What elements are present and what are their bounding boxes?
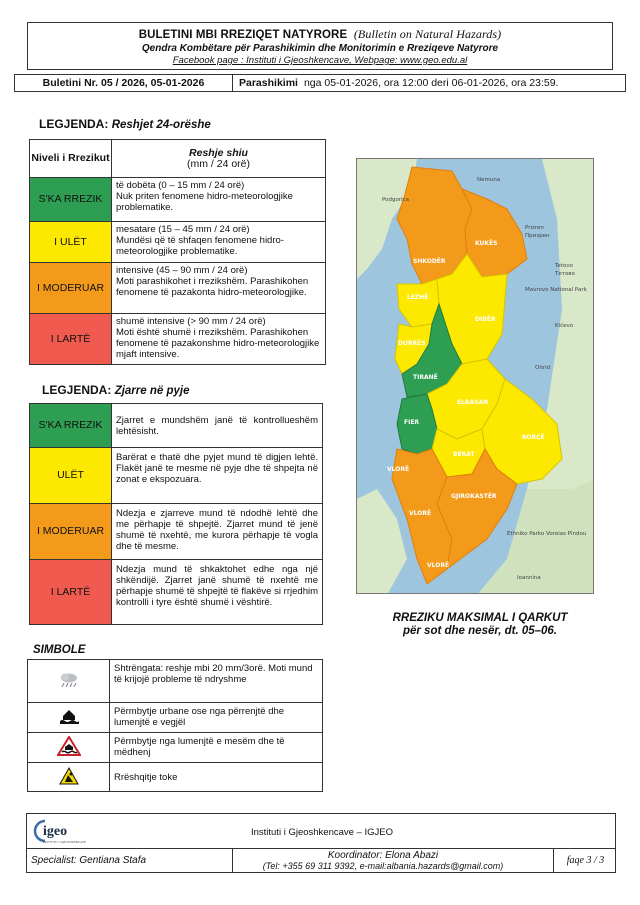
place-ohrid: Ohrid — [535, 365, 551, 371]
specialist-name: Specialist: Gentiana Stafa — [31, 855, 147, 866]
symbols-table — [27, 659, 323, 792]
label-elbasan: ELBASAN — [457, 399, 489, 406]
urban-flood-icon — [28, 703, 110, 733]
label-diber: DIBËR — [475, 316, 496, 323]
bulletin-info-bar — [14, 74, 626, 92]
rain-desc-high: shumë intensive (> 90 mm / 24 orë) Moti është shumë i rrezikshëm. Parashikohen fenomene të pazakonshme hidro-meteorologjike mjaft intensive. — [112, 314, 326, 365]
footer-bottom — [26, 849, 616, 873]
page-number: faqe 3 / 3 — [566, 855, 605, 866]
website-link[interactable]: www.geo.edu.al — [400, 55, 468, 66]
fire-desc-low: Barërat e thatë dhe pyjet mund të digjen lehtë. Flakët janë te mesme në pyje dhe të shpejta në zonat e ekspozuara. — [112, 448, 323, 504]
logo-subtext: INSTITUTI I GJEOSHKENCAVE — [43, 840, 86, 844]
landslide-icon — [28, 763, 110, 792]
fire-desc-high: Ndezja mund të shkaktohet edhe nga një shkëndijë. Zjarret janë shumë të nxehtë me përhapje shumë të shpejtë të flakëve si rrjedhim kontrolli i tyre është shumë i vështirë. — [112, 560, 323, 625]
label-durres: DURRËS — [398, 340, 426, 347]
fire-level-none: S'KA RREZIK — [30, 404, 112, 448]
level-cell-none: S'KA RREZIK — [30, 178, 112, 222]
fire-level-high: I LARTË — [30, 560, 112, 625]
river-flood-desc: Përmbytje nga lumenjtë e mesëm dhe të mëdhenj — [110, 733, 323, 763]
place-prizren-cyr: Призрен — [525, 233, 550, 239]
rain-desc-none: të dobëta (0 – 15 mm / 24 orë) Nuk priten fenomene hidro-meteorologjike problematike. — [112, 178, 326, 222]
label-kukes: KUKËS — [475, 240, 498, 247]
organization-name: Qendra Kombëtare për Parashikimin dhe Monitorimin e Rreziqeve Natyrore — [141, 43, 499, 54]
label-gjirokaster: GJIROKASTËR — [451, 493, 497, 500]
storm-icon — [28, 660, 110, 703]
label-korce: KORÇË — [522, 434, 545, 441]
landslide-desc: Rrëshqitje toke — [110, 763, 323, 792]
symbols-title: SIMBOLE — [33, 644, 86, 656]
bulletin-number: Buletini Nr. 05 / 2026, 05-01-2026 — [15, 75, 233, 91]
place-tetovo-cyr: Тетово — [555, 271, 575, 277]
storm-desc: Shtrëngata: reshje mbi 20 mm/3orë. Moti mund të krijojë probleme të ndryshme — [110, 660, 323, 703]
rain-header: Reshje shiu (mm / 24 orë) — [112, 140, 326, 178]
legend-rain-title: LEGJENDA: Reshjet 24-orëshe — [39, 117, 211, 131]
forecast-period: Parashikimi nga 05-01-2026, ora 12:00 deri 06-01-2026, ora 23:59. — [239, 77, 559, 89]
label-vlore-2: VLORË — [409, 510, 432, 517]
map-caption: RREZIKU MAKSIMAL I QARKUT për sot dhe nesër, dt. 05–06. — [392, 612, 568, 637]
logo-text: igeo — [43, 824, 68, 839]
footer-top — [26, 813, 616, 849]
level-cell-low: I ULËT — [30, 222, 112, 263]
place-prizren: Prizren — [525, 225, 544, 231]
legend-fire-title: LEGJENDA: Zjarre në pyje — [42, 383, 190, 397]
place-mavrovo: Mavrovo National Park — [525, 287, 587, 293]
river-flood-icon — [28, 733, 110, 763]
label-vlore-1: VLORË — [387, 466, 410, 473]
fire-desc-moderate: Ndezja e zjarreve mund të ndodhë lehtë dhe me përhapje të shpejtë. Zjarret mund të jenë shumë të nxehtë, me kurora përhapje të vogla dhe të mesme. — [112, 504, 323, 560]
fire-level-low: ULËT — [30, 448, 112, 504]
links-line: Facebook page : Instituti i Gjeoshkencave, Webpage: www.geo.edu.al — [172, 55, 468, 66]
level-cell-high: I LARTË — [30, 314, 112, 365]
fire-level-moderate: I MODERUAR — [30, 504, 112, 560]
label-lezhe: LEZHË — [407, 294, 429, 301]
hazard-map — [356, 158, 594, 594]
rain-desc-moderate: intensive (45 – 90 mm / 24 orë) Moti parashikohet i rrezikshëm. Parashikohen fenomene të pazakonta hidro-meteorologjike. — [112, 263, 326, 314]
fire-desc-none: Zjarret e mundshëm janë të kontrollueshëm lehtësisht. — [112, 404, 323, 448]
bulletin-header — [27, 22, 613, 70]
label-vlore-3: VLORË — [427, 562, 450, 569]
legend-rain-table — [29, 139, 326, 365]
prefecture-lezhe — [397, 279, 439, 327]
label-fier: FIER — [404, 419, 420, 426]
coordinator-name: Koordinator: Elona Abazi — [327, 850, 439, 861]
place-podgorica: Podgorica — [382, 197, 410, 203]
label-berat: BERAT — [453, 451, 475, 458]
level-header: Niveli i Rrezikut — [30, 140, 112, 178]
legend-fire-table — [29, 403, 323, 625]
place-ioannina: Ioannina — [517, 575, 541, 581]
rain-desc-low: mesatare (15 – 45 mm / 24 orë) Mundësi që të shfaqen fenomene hidro-meteorologjike problematike. — [112, 222, 326, 263]
contact-info: (Tel: +355 69 311 9392, e-mail:albania.hazards@gmail.com) — [262, 861, 504, 871]
level-cell-moderate: I MODERUAR — [30, 263, 112, 314]
institute-name: Instituti i Gjeoshkencave – IGJEO — [250, 827, 394, 838]
label-shkoder: SHKODËR — [413, 258, 446, 265]
place-kicevo: Kičevo — [555, 323, 574, 329]
bulletin-title: BULETINI MBI RREZIQET NATYRORE (Bulletin on Natural Hazards) — [138, 27, 502, 41]
label-tirane: TIRANË — [413, 374, 438, 381]
urban-flood-desc: Përmbytje urbane ose nga përrenjtë dhe lumenjtë e vegjël — [110, 703, 323, 733]
place-pindou: Ethniko Parko Voreias Pindou — [507, 531, 587, 537]
place-nemuna: Nemuna — [477, 177, 501, 183]
place-tetovo: Tetovo — [555, 263, 573, 269]
